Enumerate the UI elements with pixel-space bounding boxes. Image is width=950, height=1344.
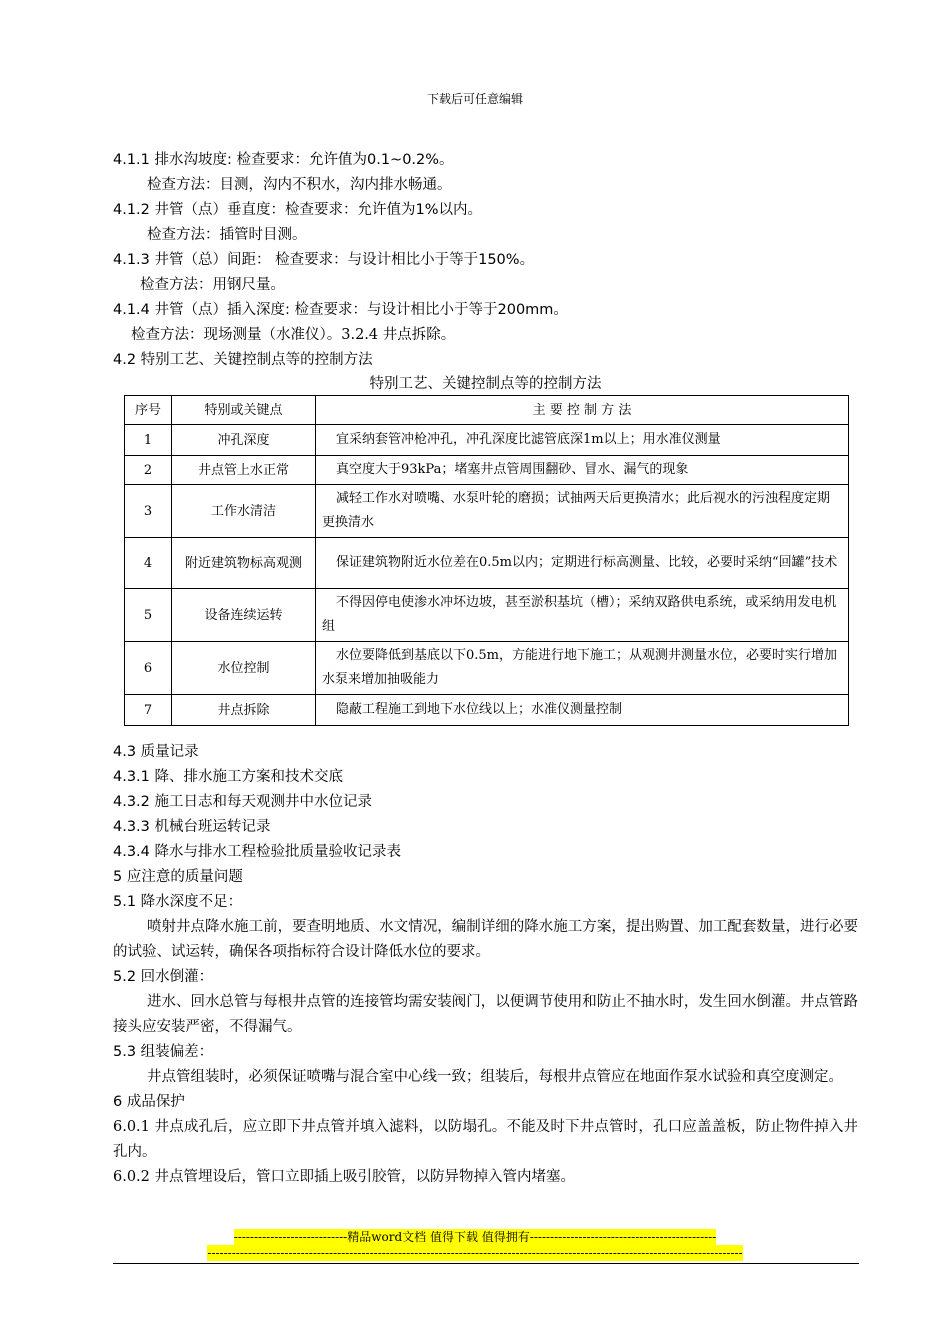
table-row xyxy=(125,695,849,726)
row-point: 设备连续运转 xyxy=(172,589,316,642)
check-method-4-1-1: 检查方法：目测，沟内不积水，沟内排水畅通。 xyxy=(147,177,452,193)
check-method-4-1-2: 检查方法：插管时目测。 xyxy=(147,227,307,243)
subsection-heading-5-3: 5.3 组装偏差： xyxy=(113,1044,214,1060)
paragraph-5-1: 喷射井点降水施工前，要查明地质、水文情况，编制详细的降水施工方案，提出购置、加工配套数量，进行必要的试验、试运转，确保各项指标符合设计降低水位的要求。 xyxy=(113,919,858,960)
record-item-4-3-2: 4.3.2 施工日志和每天观测井中水位记录 xyxy=(113,794,373,810)
row-method: 减轻工作水对喷嘴、水泵叶轮的磨损；试抽两天后更换清水；此后视水的污浊程度定期更换清水 xyxy=(316,485,849,538)
footer-banner-line2: ------------------------------------------------------------------------------------------------------------------------------------ xyxy=(207,1246,743,1260)
check-method-4-1-3: 检查方法：用钢尺量。 xyxy=(140,277,285,293)
record-item-4-3-4: 4.3.4 降水与排水工程检验批质量验收记录表 xyxy=(113,844,402,860)
row-method: 不得因停电使渗水冲坏边坡，甚至淤积基坑（槽）；采纳双路供电系统，或采纳用发电机组 xyxy=(316,589,849,642)
row-no: 5 xyxy=(125,589,172,642)
table-row xyxy=(125,589,849,642)
section-heading-4-2: 4.2 特别工艺、关键控制点等的控制方法 xyxy=(113,352,373,368)
row-no: 4 xyxy=(125,538,172,589)
row-method: 保证建筑物附近水位差在0.5m以内；定期进行标高测量、比较，必要时采纳“回罐”技术 xyxy=(316,538,849,589)
row-no: 2 xyxy=(125,456,172,485)
table-row xyxy=(125,425,849,456)
row-no: 3 xyxy=(125,485,172,538)
check-item-4-1-4: 4.1.4 井管（点）插入深度: 检查要求：与设计相比小于等于200mm。 xyxy=(113,302,568,318)
subsection-heading-5-1: 5.1 降水深度不足： xyxy=(113,894,243,910)
row-no: 1 xyxy=(125,425,172,456)
row-method: 宜采纳套管冲枪冲孔，冲孔深度比滤管底深1m以上；用水准仪测量 xyxy=(316,425,849,456)
row-method: 隐蔽工程施工到地下水位线以上；水准仪测量控制 xyxy=(316,695,849,726)
check-item-4-1-2: 4.1.2 井管（点）垂直度：检查要求：允许值为1%以内。 xyxy=(113,202,483,218)
table-title: 特别工艺、关键控制点等的控制方法 xyxy=(369,376,602,392)
subsection-heading-5-2: 5.2 回水倒灌： xyxy=(113,969,214,985)
paragraph-6-0-1: 6.0.1 井点成孔后，应立即下井点管并填入滤料，以防塌孔。不能及时下井点管时，孔口应盖盖板，防止物件掉入井孔内。 xyxy=(113,1119,858,1160)
header-method: 主 要 控 制 方 法 xyxy=(316,396,849,425)
footer-banner-line1: ----------------------------精品word文档 值得下载 值得拥有---------------------------------------------- xyxy=(233,1230,717,1244)
table-row xyxy=(125,538,849,589)
check-item-4-1-3: 4.1.3 井管（总）间距： 检查要求：与设计相比小于等于150%。 xyxy=(113,252,535,268)
row-point: 附近建筑物标高观测 xyxy=(172,538,316,589)
table-row xyxy=(125,485,849,538)
paragraph-5-2: 进水、回水总管与每根井点管的连接管均需安装阀门，以便调节使用和防止不抽水时，发生回水倒灌。井点管路接头应安装严密，不得漏气。 xyxy=(113,994,858,1035)
table-row xyxy=(125,456,849,485)
row-no: 7 xyxy=(125,695,172,726)
row-point: 冲孔深度 xyxy=(172,425,316,456)
check-method-4-1-4: 检查方法：现场测量（水准仪）。3.2.4 井点拆除。 xyxy=(131,327,456,343)
header-point: 特别或关键点 xyxy=(172,396,316,425)
document-body xyxy=(113,148,858,1190)
row-point: 井点管上水正常 xyxy=(172,456,316,485)
record-item-4-3-1: 4.3.1 降、排水施工方案和技术交底 xyxy=(113,769,344,785)
page-header: 下载后可任意编辑 xyxy=(426,92,523,106)
paragraph-6-0-2: 6.0.2 井点管埋设后，管口立即插上吸引胶管，以防异物掉入管内堵塞。 xyxy=(113,1169,576,1185)
row-method: 真空度大于93kPa；堵塞井点管周围翻砂、冒水、漏气的现象 xyxy=(316,456,849,485)
check-item-4-1-1: 4.1.1 排水沟坡度: 检查要求：允许值为0.1~0.2%。 xyxy=(113,152,454,168)
section-heading-6: 6 成品保护 xyxy=(113,1094,185,1110)
header-no: 序号 xyxy=(125,396,172,425)
paragraph-5-3: 井点管组装时，必须保证喷嘴与混合室中心线一致；组装后，每根井点管应在地面作泵水试验和真空度测定。 xyxy=(147,1069,843,1085)
section-heading-4-3: 4.3 质量记录 xyxy=(113,744,199,760)
row-method: 水位要降低到基底以下0.5m，方能进行地下施工；从观测井测量水位，必要时实行增加水泵来增加抽吸能力 xyxy=(316,642,849,695)
table-header-row xyxy=(125,396,849,425)
row-no: 6 xyxy=(125,642,172,695)
section-heading-5: 5 应注意的质量问题 xyxy=(113,869,243,885)
table-row xyxy=(125,642,849,695)
page-footer xyxy=(0,1229,950,1261)
row-point: 工作水清洁 xyxy=(172,485,316,538)
row-point: 井点拆除 xyxy=(172,695,316,726)
record-item-4-3-3: 4.3.3 机械台班运转记录 xyxy=(113,819,271,835)
row-point: 水位控制 xyxy=(172,642,316,695)
control-method-table xyxy=(124,395,849,726)
footer-rule xyxy=(113,1263,859,1264)
